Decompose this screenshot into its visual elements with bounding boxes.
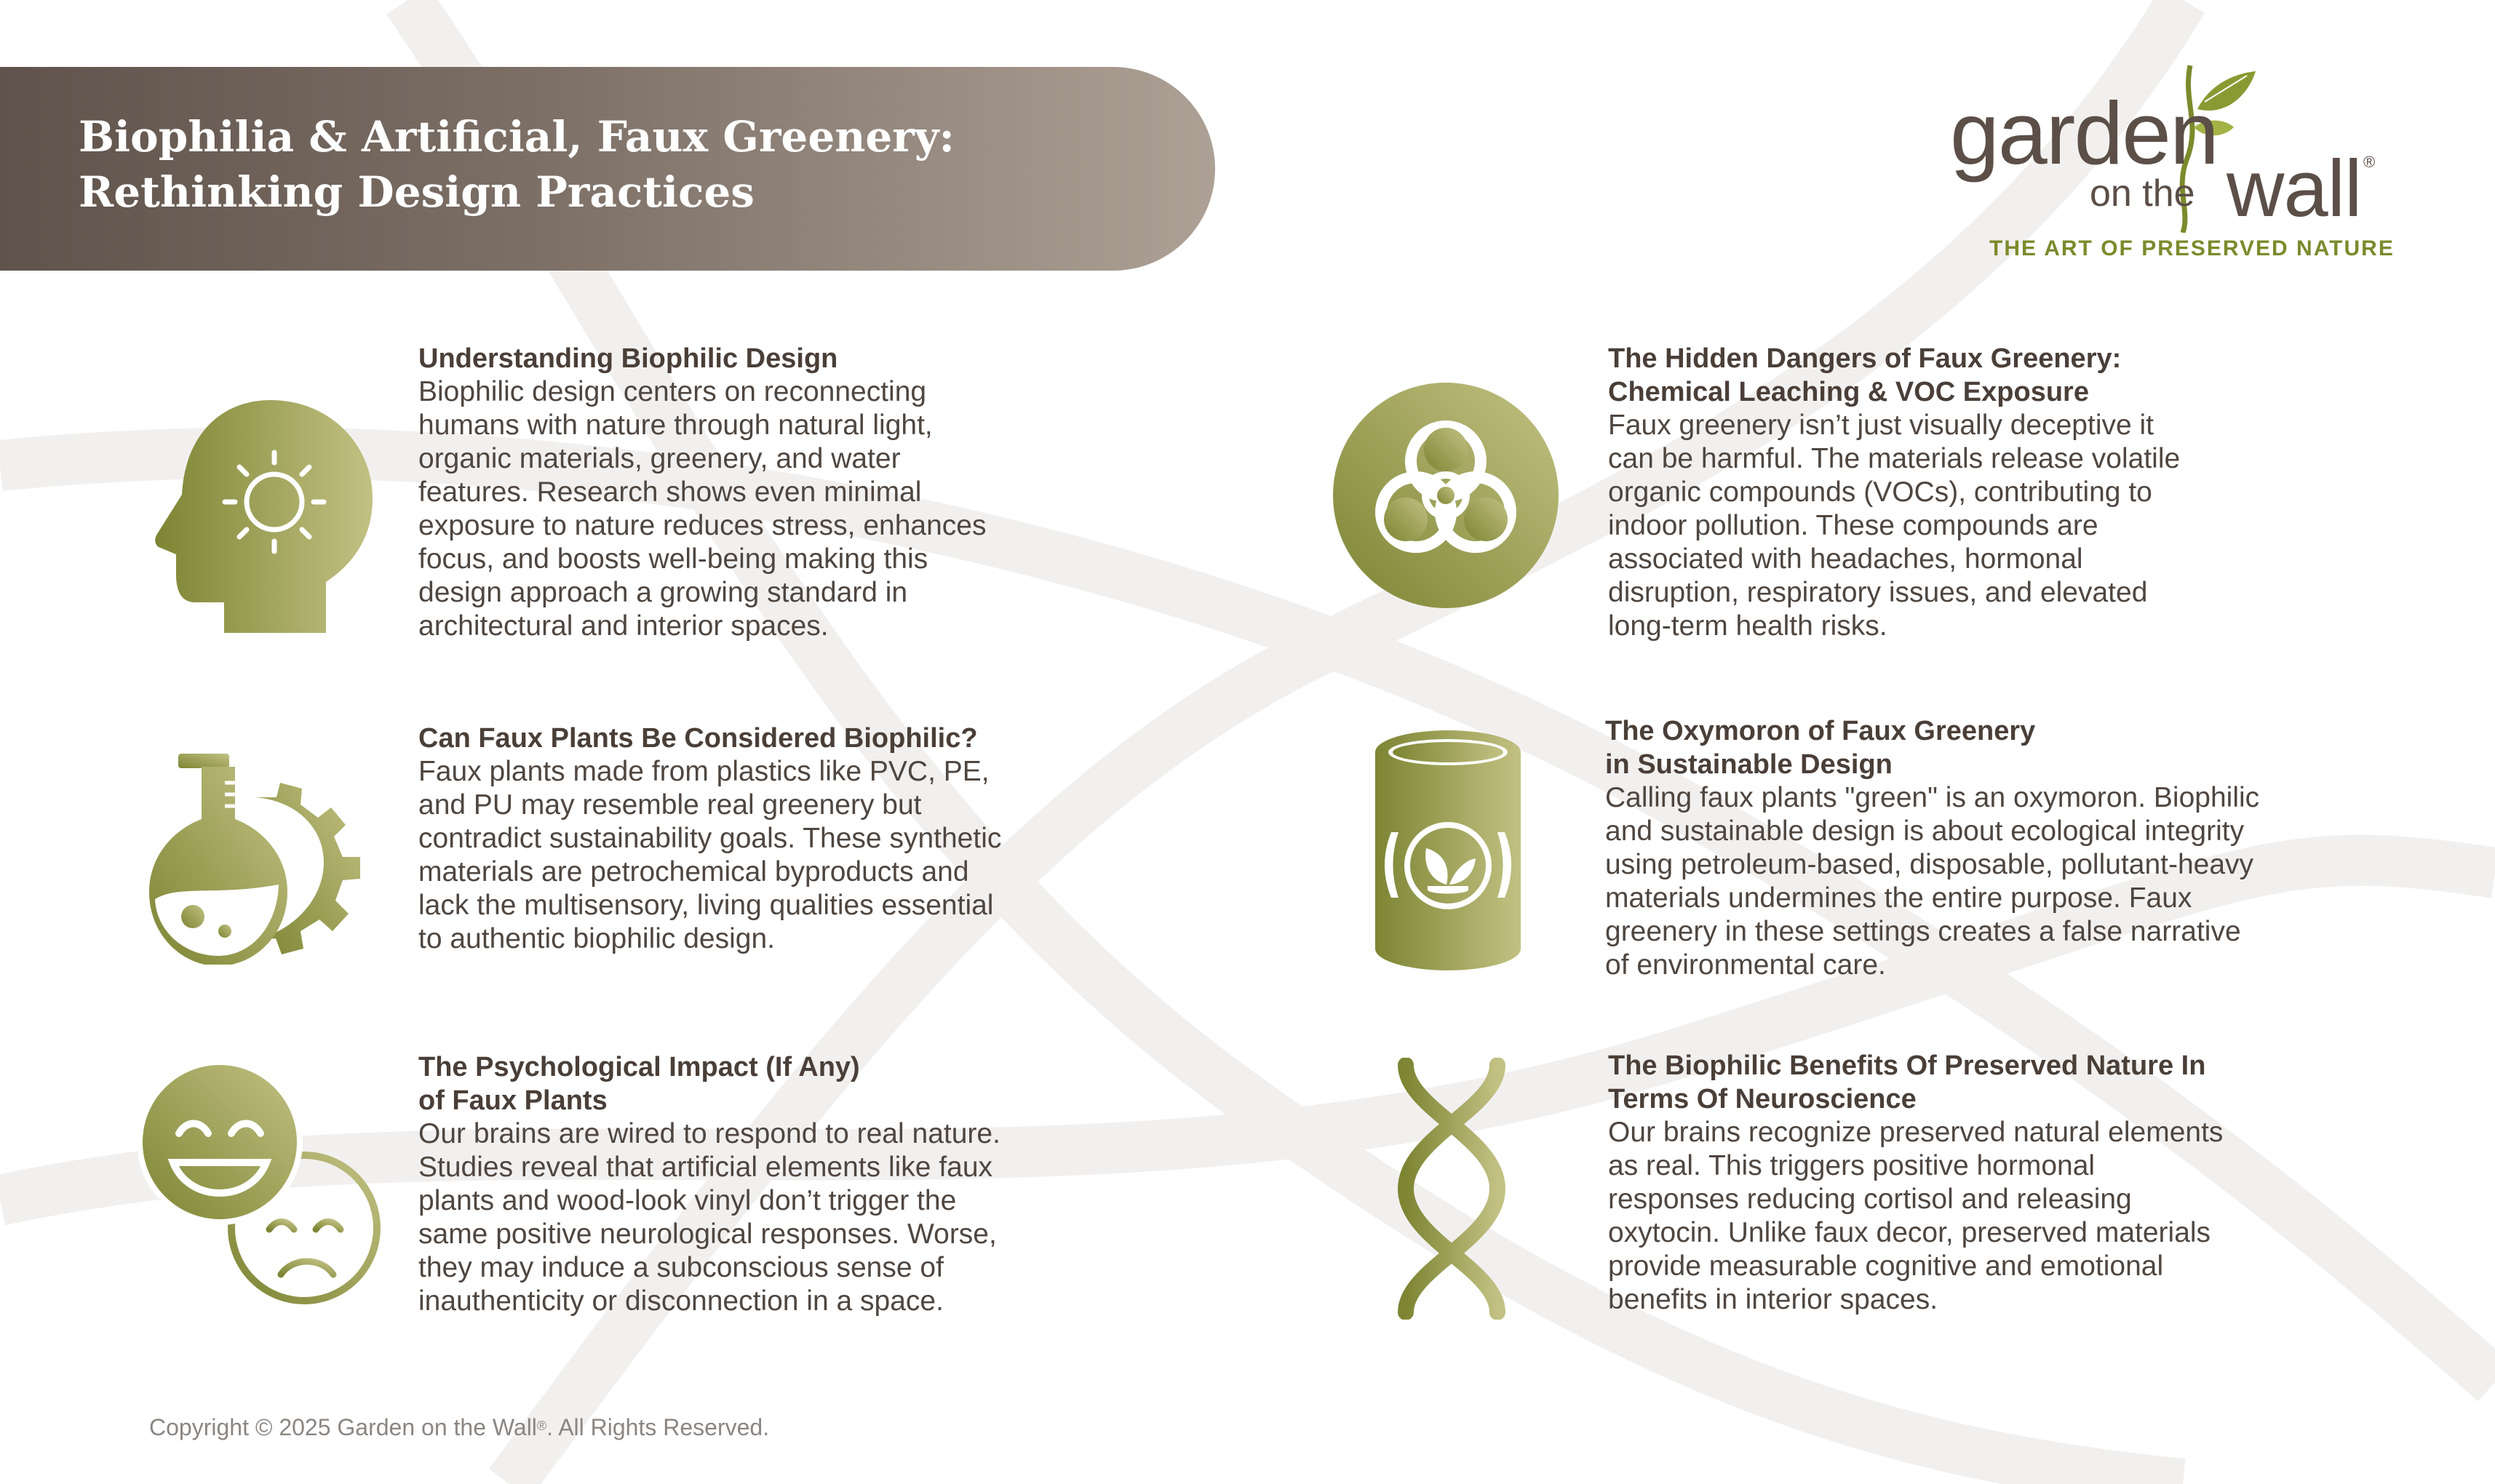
page-title-line2: Rethinking Design Practices (79, 167, 755, 217)
section-title: The Biophilic Benefits Of Preserved Nature In Terms Of Neuroscience (1608, 1050, 2206, 1114)
section-can-faux-plants-be-biophilic (146, 722, 1091, 984)
section-title: The Psychological Impact (If Any) of Faux Plants (418, 1052, 860, 1116)
section-title: The Hidden Dangers of Faux Greenery: Chemical Leaching & VOC Exposure (1608, 343, 2122, 407)
page-title-line1: Biophilia & Artificial, Faux Greenery: (79, 112, 955, 161)
logo-word-garden: garden (1950, 84, 2218, 183)
footer-registered-mark: ® (536, 1419, 547, 1433)
logo-word-on-the: on the (2090, 172, 2195, 215)
dna-icon (1397, 1058, 1506, 1320)
flask-gear-icon (149, 754, 360, 965)
section-title: Can Faux Plants Be Considered Biophilic? (418, 723, 978, 754)
biohazard-icon (1333, 383, 1559, 608)
section-hidden-dangers (1332, 342, 2350, 647)
logo-registered-mark: ® (2363, 153, 2376, 171)
section-title: The Oxymoron of Faux Greenery in Sustainable Design (1605, 716, 2036, 780)
section-understanding-biophilic-design (146, 342, 1091, 647)
logo-word-wall: wall (2227, 144, 2362, 234)
section-oxymoron-faux-greenery (1332, 714, 2350, 991)
happy-sad-faces-icon (138, 1061, 386, 1308)
section-body: Faux greenery isn’t just visually deceptive it can be harmful. The materials release volatile organic compounds (VOCs), contributing to indoor pollution. These compounds are associated with headaches, hormonal disruption, respiratory issues, and elevated long-term health risks. (1608, 410, 2181, 642)
section-body: Biophilic design centers on reconnecting humans with nature through natural light, organic materials, greenery, and water features. Research shows even minimal exposure to nature reduces stress, enhances focus, and boosts well-being making this design approach a growing standard in architectural and interior spaces. (418, 376, 987, 642)
section-title: Understanding Biophilic Design (418, 343, 838, 374)
section-body: Our brains are wired to respond to real nature. Studies reveal that artificial elements like faux plants and wood-look vinyl don’t trigger the same positive neurological responses. Worse, they may induce a subconscious sense of inauthenticity or disconnection in a space. (418, 1118, 1000, 1317)
head-sun-icon (154, 393, 373, 633)
footer-text-before: Copyright © 2025 Garden on the Wall (149, 1414, 537, 1440)
section-psychological-impact (138, 1050, 1091, 1341)
garden-on-the-wall-logo (1943, 58, 2395, 276)
section-preserved-nature-neuroscience (1332, 1049, 2350, 1340)
section-body: Our brains recognize preserved natural elements as real. This triggers positive hormonal responses reducing cortisol and releasing oxytocin. Unlike faux decor, preserved materials provide measurable cognitive and emotional benefits in interior spaces. (1608, 1117, 2224, 1315)
footer-text-after: . All Rights Reserved. (546, 1414, 770, 1440)
page-title (79, 109, 1097, 220)
eco-barrel-icon (1375, 730, 1521, 970)
section-body: Faux plants made from plastics like PVC, PE, and PU may resemble real greenery but contradict sustainability goals. These synthetic materials are petrochemical byproducts and lack the multisensory, living qualities essential to authentic biophilic design. (418, 756, 1002, 954)
logo-tagline: THE ART OF PRESERVED NATURE (1989, 236, 2395, 260)
section-body: Calling faux plants "green" is an oxymoron. Biophilic and sustainable design is about ecological integrity using petroleum-based, disposable, pollutant-heavy materials undermines the entire purpose. Faux greenery in these settings creates a false narrative of environmental care. (1605, 782, 2260, 981)
copyright-footer (149, 1413, 769, 1442)
